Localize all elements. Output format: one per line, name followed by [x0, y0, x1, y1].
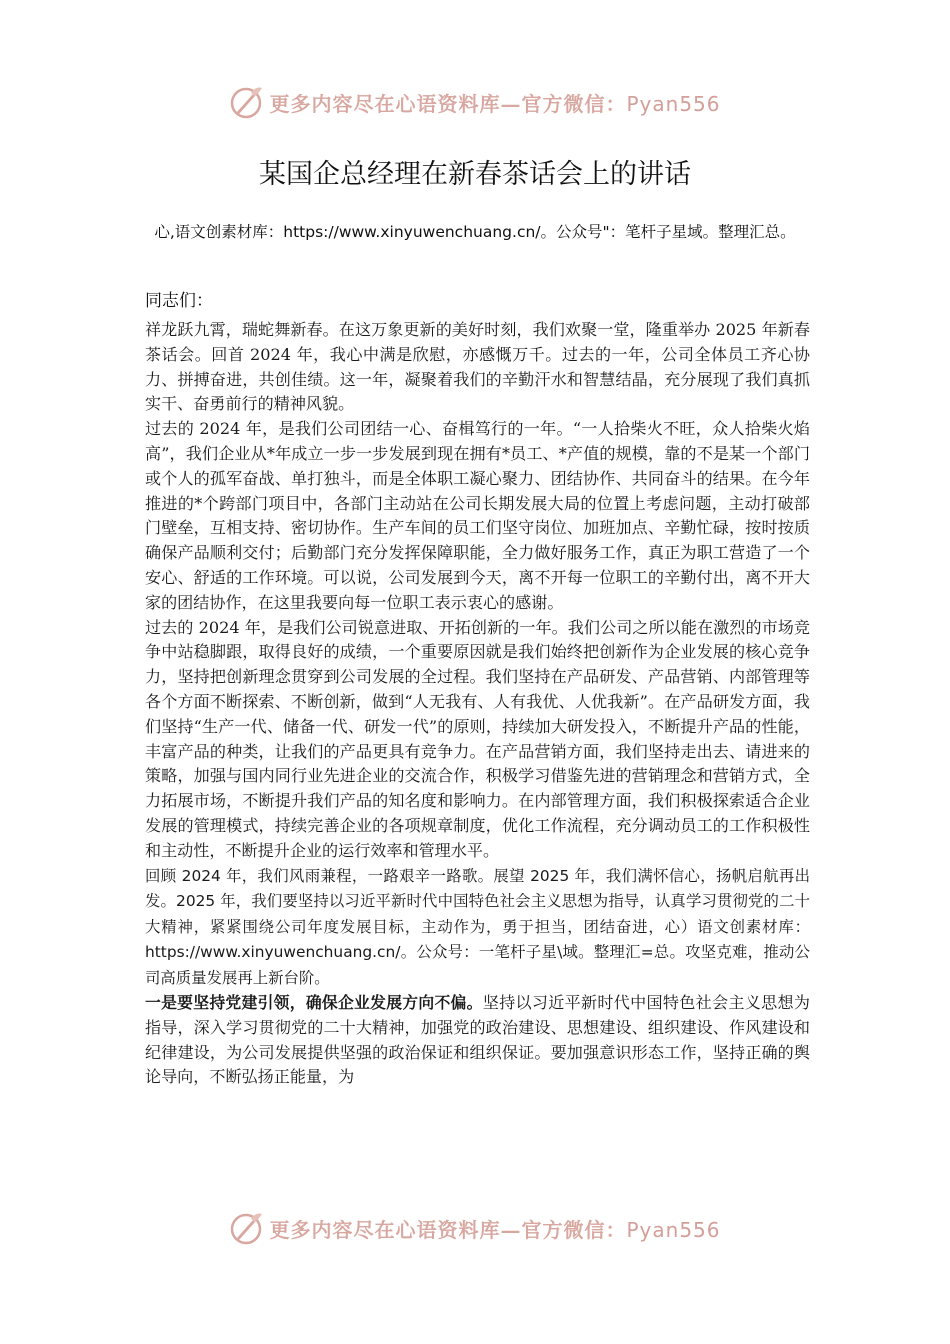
banner-text: 更多内容尽在心语资料库—官方微信：Pyan556	[269, 91, 721, 116]
greeting: 同志们：	[145, 291, 213, 311]
paragraph-1: 祥龙跃九霄，瑞蛇舞新春。在这万象更新的美好时刻，我们欢聚一堂，隆重举办 2025 年新春茶话会。回首 2024 年，我心中满是欣慰，亦感慨万千。过去的一年，公司全体员工齐心协力、拼搏奋进，共创佳绩。这一年，凝聚着我们的辛勤汗水和智慧结晶，充分展现了我们真抓实干、奋勇前行的精神风貌。	[145, 320, 810, 414]
paragraph-5-text: 坚持以习近平新时代中国特色社会主义思想为指导，深入学习贯彻党的二十大精神，加强党的政治建设、思想建设、组织建设、作风建设和纪律建设，为公司发展提供坚强的政治保证和组织保证。要加强意识形态工作，坚持正确的舆论导向，不断弘扬正能量，为	[145, 993, 810, 1087]
paragraph-5	[145, 991, 810, 1090]
header-watermark-banner	[0, 82, 950, 122]
banner-text: 更多内容尽在心语资料库—官方微信：Pyan556	[269, 1217, 721, 1242]
paragraph-2: 过去的 2024 年，是我们公司团结一心、奋楫笃行的一年。“一人拾柴火不旺，众人拾柴火焰高”，我们企业从*年成立一步一步发展到现在拥有*员工、*产值的规模，靠的不是某一个部门或个人的孤军奋战、单打独斗，而是全体职工凝心聚力、团结协作、共同奋斗的结果。在今年推进的*个跨部门项目中，各部门主动站在公司长期发展大局的位置上考虑问题，主动打破部门壁垒，互相支持、密切协作。生产车间的员工们坚守岗位、加班加点、辛勤忙碌，按时按质确保产品顺利交付；后勤部门充分发挥保障职能，全力做好服务工作，真正为职工营造了一个安心、舒适的工作环境。可以说，公司发展到今天，离不开每一位职工的辛勤付出，离不开大家的团结协作，在这里我要向每一位职工表示衷心的感谢。	[145, 419, 810, 612]
pen-nib-logo-icon	[229, 84, 265, 120]
paragraph-3: 过去的 2024 年，是我们公司锐意进取、开拓创新的一年。我们公司之所以能在激烈的市场竞争中站稳脚跟，取得良好的成绩，一个重要原因就是我们始终把创新作为企业发展的核心竞争力，坚持把创新理念贯穿到公司发展的全过程。我们坚持在产品研发、产品营销、内部管理等各个方面不断探索、不断创新，做到“人无我有、人有我优、人优我新”。在产品研发方面，我们坚持“生产一代、储备一代、研发一代”的原则，持续加大研发投入，不断提升产品的性能，丰富产品的种类，让我们的产品更具有竞争力。在产品营销方面，我们坚持走出去、请进来的策略，加强与国内同行业先进企业的交流合作，积极学习借鉴先进的营销理念和营销方式，全力拓展市场，不断提升我们产品的知名度和影响力。在内部管理方面，我们积极探索适合企业发展的管理模式，持续完善企业的各项规章制度，优化工作流程，充分调动员工的工作积极性和主动性，不断提升企业的运行效率和管理水平。	[145, 617, 810, 860]
footer-watermark-banner	[0, 1208, 950, 1248]
source-note: 心,语文创素材库：https://www.xinyuwenchuang.cn/。公众号"：笔杆子星域。整理汇总。	[154, 223, 796, 241]
page-title: 某国企总经理在新春茶话会上的讲话	[259, 159, 691, 190]
pen-nib-logo-icon	[229, 1210, 265, 1246]
paragraph-4: 回顾 2024 年，我们风雨兼程，一路艰辛一路歌。展望 2025 年，我们满怀信心，扬帆启航再出发。2025 年，我们要坚持以习近平新时代中国特色社会主义思想为指导，认真学习贯彻党的二十大精神，紧紧围绕公司年度发展目标，主动作为，勇于担当，团结奋进，心）语文创素材库：https://www.xinyuwenchuang.cn/。公众号：一笔杆子星\域。整理汇=总。攻坚克难，推动公司高质量发展再上新台阶。	[145, 866, 810, 987]
document-body	[145, 318, 810, 1090]
paragraph-5-heading: 一是要坚持党建引领，确保企业发展方向不偏。	[145, 993, 483, 1013]
